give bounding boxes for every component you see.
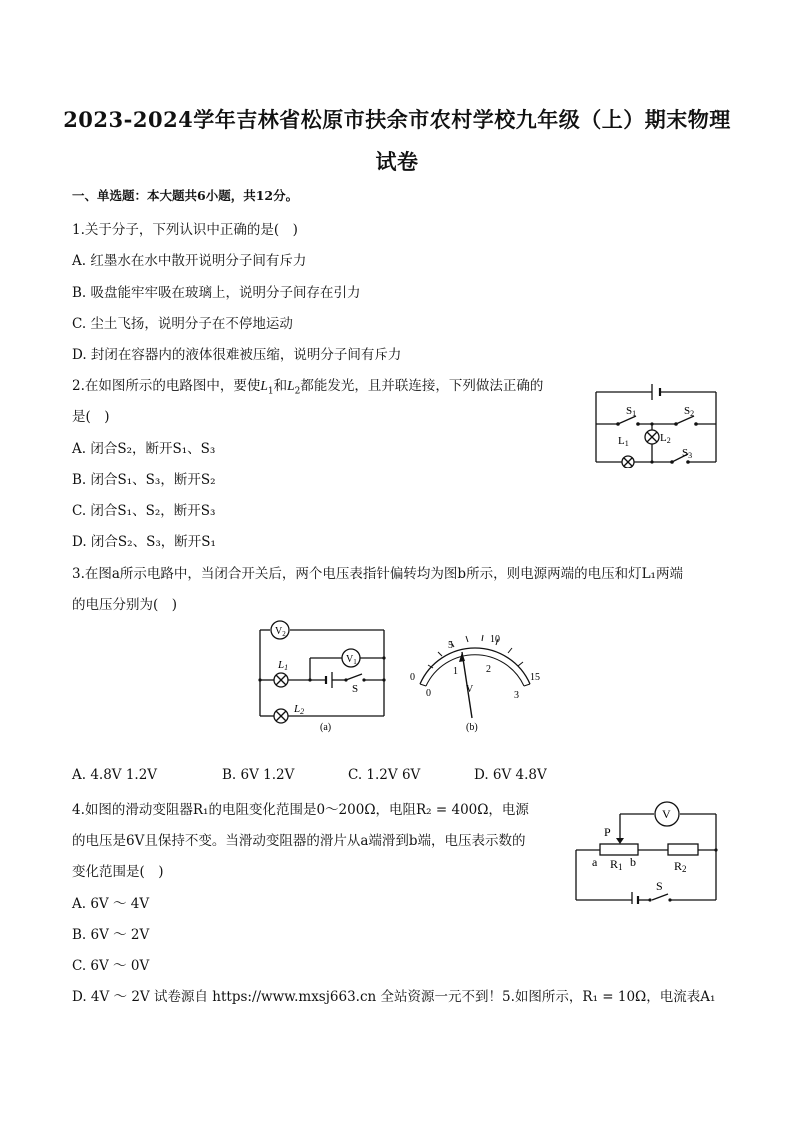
dial-bottom-tick-0: 0: [426, 688, 431, 699]
s3-label: S3: [682, 447, 693, 460]
q4-option-b: B. 6V ～ 2V: [72, 927, 150, 943]
dial-bottom-tick-1: 1: [453, 666, 458, 677]
q3-options: [72, 767, 547, 783]
switch-label: S: [352, 683, 359, 695]
q3-option-b: B. 6V 1.2V: [222, 767, 295, 783]
q3-stem: 3.在图a所示电路中，当闭合开关后，两个电压表指针偏转均为图b所示，则电源两端的电压和灯L₁两端: [72, 566, 683, 582]
footer-text: 试卷源自 https://www.mxsj663.cn 全站资源一元不到！5.如图所示，R₁ = 10Ω，电流表A₁: [153, 989, 716, 1005]
voltmeter-dial: [420, 635, 530, 718]
r2-label: R2: [674, 859, 687, 874]
q4-stem-line1: 4.如图的滑动变阻器R₁的电阻变化范围是0～200Ω，电阻R₂ = 400Ω，电源: [72, 802, 529, 818]
dial-top-tick-10: 10: [490, 634, 500, 645]
r2-resistor: [668, 844, 698, 855]
l1-label: L1: [278, 659, 289, 672]
q3-figure: [250, 616, 550, 738]
caption-b: (b): [466, 722, 478, 733]
v1-label: $V_1$: [346, 654, 357, 666]
q1-option-d: D. 封闭在容器内的液体很难被压缩，说明分子间有斥力: [72, 347, 402, 363]
p-label: P: [604, 825, 611, 839]
q3-stem-cont: 的电压分别为( ): [72, 597, 178, 613]
a-label: a: [592, 855, 598, 869]
q2-option-b: B. 闭合S₁、S₃，断开S₂: [72, 472, 216, 488]
q2-l1: L: [260, 378, 268, 393]
q1-stem: 1.关于分子，下列认识中正确的是( ): [72, 222, 298, 238]
page-title-line1: 2023-2024学年吉林省松原市扶余市农村学校九年级（上）期末物理: [63, 107, 731, 132]
q4-option-d-and-footer: [72, 985, 715, 1005]
q2-option-c: C. 闭合S₁、S₂，断开S₃: [72, 503, 216, 519]
dial-unit: V: [466, 684, 474, 695]
q3-option-c: C. 1.2V 6V: [348, 767, 421, 783]
q4-option-d: D. 4V ～ 2V: [72, 989, 150, 1005]
q1-option-c: C. 尘土飞扬，说明分子在不停地运动: [72, 316, 293, 332]
dial-top-tick-0: 0: [410, 672, 415, 683]
q2-l1-sub: 1: [267, 386, 274, 397]
voltmeter-label: V: [662, 807, 671, 821]
q2-option-a: A. 闭合S₂，断开S₁、S₃: [72, 441, 216, 457]
dial-bottom-tick-2: 2: [486, 664, 491, 675]
page-title-line2: 试卷: [375, 149, 419, 174]
l2-label: L2: [660, 432, 671, 445]
l1-label: L1: [618, 435, 629, 448]
dial-bottom-tick-3: 3: [514, 690, 519, 701]
dial-top-tick-15: 15: [530, 672, 540, 683]
q3-option-d: D. 6V 4.8V: [474, 767, 547, 783]
q2-stem: [72, 374, 543, 397]
l2-label: L2: [294, 703, 305, 716]
switch-label: S: [656, 879, 663, 893]
q2-circuit-diagram: [590, 378, 722, 468]
q4-option-c: C. 6V ～ 0V: [72, 958, 150, 974]
q3-option-a: A. 4.8V 1.2V: [72, 767, 158, 783]
caption-a: (a): [320, 722, 332, 733]
q2-stem-a: 2.在如图所示的电路图中，要使: [72, 378, 261, 394]
dial-top-tick-5: 5: [448, 640, 453, 651]
v2-label: $V_2$: [275, 626, 286, 638]
q4-option-a: A. 6V ～ 4V: [72, 896, 150, 912]
q1-option-a: A. 红墨水在水中散开说明分子间有斥力: [72, 253, 307, 269]
q2-l2: L: [287, 378, 295, 393]
q4-stem-line2: 的电压是6V且保持不变。当滑动变阻器的滑片从a端滑到b端，电压表示数的: [72, 833, 526, 849]
q1-option-b: B. 吸盘能牢牢吸在玻璃上，说明分子间存在引力: [72, 285, 361, 301]
q2-option-d: D. 闭合S₂、S₃，断开S₁: [72, 534, 216, 550]
q2-l2-sub: 2: [294, 386, 301, 397]
q4-circuit-diagram: [570, 800, 720, 904]
section-heading: 一、单选题：本大题共6小题，共12分。: [72, 188, 299, 203]
s2-label: S2: [684, 405, 695, 418]
r1-label: R1: [610, 857, 623, 872]
q2-stem-cont: 是( ): [72, 409, 110, 425]
r1-resistor: [600, 844, 638, 855]
q4-stem-line3: 变化范围是( ): [72, 864, 164, 880]
q2-stem-b: 都能发光，且并联连接，下列做法正确的: [300, 378, 544, 394]
q2-and: 和: [273, 378, 288, 394]
s1-label: S1: [626, 405, 637, 418]
b-label: b: [630, 855, 636, 869]
